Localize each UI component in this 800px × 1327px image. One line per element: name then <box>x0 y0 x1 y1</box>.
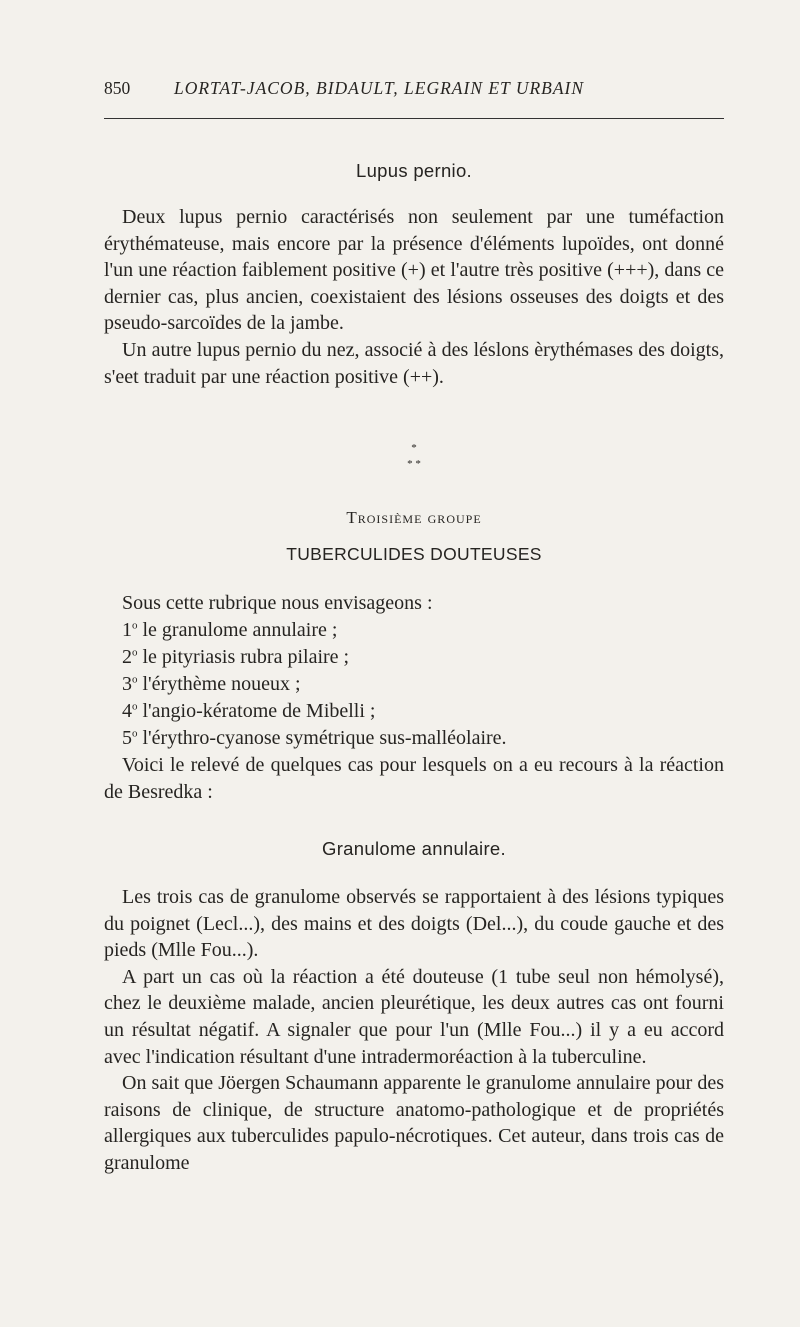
section-title-granulome: Granulome annulaire. <box>322 838 506 859</box>
section-title-tuberculides: TUBERCULIDES DOUTEUSES <box>286 544 542 564</box>
paragraph: On sait que Jöergen Schaumann apparente le granulome annulaire pour des raisons de clinique, de structure anatomo-pathologique et de propriétés allergiques aux tuberculides papulo-nécrotiques. Cet auteur, dans trois cas de granulome <box>104 1072 724 1174</box>
list-number: 3$^o$ <box>122 673 138 695</box>
paragraph: Les trois cas de granulome observés se rapportaient à des lésions typiques du poignet (Lecl...), des mains et des doigts (Del...), du coude gauche et des pieds (Mlle Fou...). <box>104 886 724 962</box>
list-number: 4$^o$ <box>122 700 138 722</box>
paragraph: Un autre lupus pernio du nez, associé à des léslons èrythémases des doigts, s'eet traduit par une réaction positive (++). <box>104 338 724 388</box>
list-number: 1$^o$ <box>122 619 138 641</box>
running-head-authors: LORTAT-JACOB, BIDAULT, LEGRAIN ET URBAIN <box>174 78 585 98</box>
list-item: 3$^o$ l'érythème noueux ; <box>122 673 301 695</box>
paragraph: Voici le relevé de quelques cas pour lesquels on a eu recours à la réaction de Besredka : <box>104 754 724 803</box>
list-item: 4$^o$ l'angio-kératome de Mibelli ; <box>122 700 376 722</box>
list-intro: Sous cette rubrique nous envisageons : <box>122 592 433 614</box>
header-rule <box>104 118 724 119</box>
lupus-pernio-body <box>104 204 724 390</box>
paragraph: A part un cas où la réaction a été douteuse (1 tube seul non hémolysé), chez le deuxième malade, ancien pleurétique, les deux autres cas ont fourni un résultat négatif. A signaler que pour l'un (Mlle Fou...) il y a eu accord avec l'indication résultant d'une intradermoréaction à la tuberculine. <box>104 965 724 1068</box>
list-number: 5$^o$ <box>122 727 138 749</box>
asterism-top: * <box>411 442 417 454</box>
page-number: 850 <box>104 78 131 98</box>
list-item: 2$^o$ le pityriasis rubra pilaire ; <box>122 646 350 668</box>
running-head <box>104 78 724 108</box>
granulome-body <box>104 884 724 1177</box>
besredka-intro <box>104 752 724 805</box>
list-number: 2$^o$ <box>122 646 138 668</box>
paragraph: Deux lupus pernio caractérisés non seulement par une tuméfaction érythémateuse, mais encore par la présence d'éléments lupoïdes, ont donné l'un une réaction faiblement positive (+) et l'autre très positive (+++), dans ce dernier cas, plus ancien, coexistaient des lésions osseuses des doigts et des pseudo-sarcoïdes de la jambe. <box>104 206 724 335</box>
group-heading: Troisième groupe <box>346 508 482 527</box>
asterism-bottom: * * <box>407 458 421 470</box>
list-item: 5$^o$ l'érythro-cyanose symétrique sus-malléolaire. <box>122 727 507 749</box>
list-item: 1$^o$ le granulome annulaire ; <box>122 619 338 641</box>
list-section <box>104 590 724 752</box>
section-title-lupus-pernio: Lupus pernio. <box>355 160 472 181</box>
